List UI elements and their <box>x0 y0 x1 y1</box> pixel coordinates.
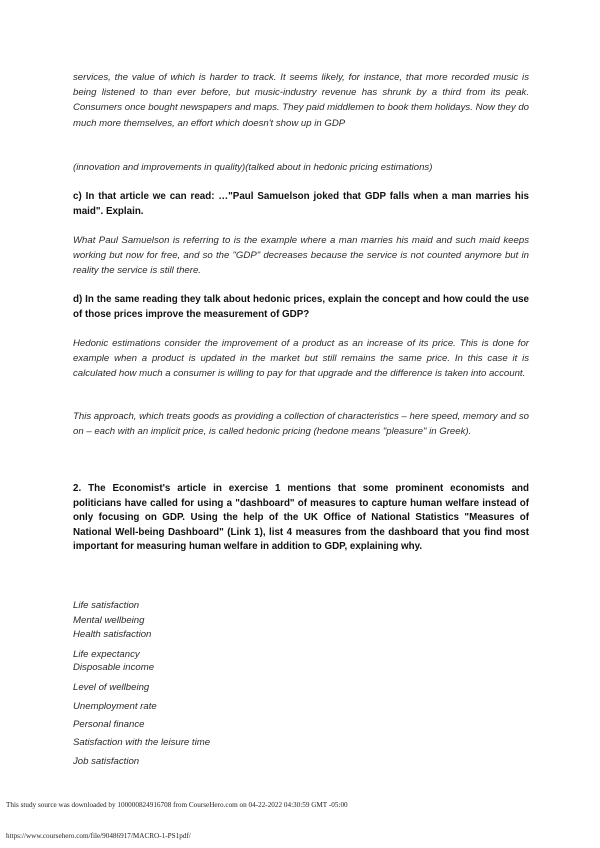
intro-paragraph-block <box>73 70 529 131</box>
question-c-heading: c) In that article we can read: …"Paul Samuelson joked that GDP falls when a man marries his maid". Explain. <box>73 191 529 217</box>
measure-item: Satisfaction with the leisure time <box>73 737 211 748</box>
note-paragraph-block <box>73 160 529 175</box>
measure-item: Health satisfaction <box>73 629 152 640</box>
answer-d1-paragraph: Hedonic estimations consider the improvement of a product as an increase of its price. This is done for example when a product is updated in the market but still remains the same price. In this case it is calculated how much a consumer is willing to pay for that upgrade and the difference is taken into account. <box>73 338 529 380</box>
download-footer-note: This study source was downloaded by 100000824916708 from CourseHero.com on 04-22-2022 04:30:59 GMT -05:00 <box>6 801 348 809</box>
measure-item: Life satisfaction <box>73 600 140 611</box>
question-2-block <box>73 482 529 555</box>
answer-c-paragraph: What Paul Samuelson is referring to is the example where a man marries his maid and such maid keeps working but now for free, and so the "GDP" decreases because the service is not counted anymore but in reality the service is still there. <box>73 235 529 277</box>
measure-item: Unemployment rate <box>73 701 157 712</box>
measure-item: Personal finance <box>73 719 145 730</box>
question-d-block <box>73 293 529 322</box>
measure-item: Mental wellbeing <box>73 615 145 626</box>
source-url-link[interactable]: https://www.coursehero.com/file/90486917/MACRO-1-PS1pdf/ <box>6 832 191 840</box>
answer-d1-block <box>73 336 529 382</box>
measure-item: Job satisfaction <box>73 756 140 767</box>
measure-item: Level of wellbeing <box>73 682 150 693</box>
question-c-block <box>73 190 529 219</box>
answer-c-block <box>73 233 529 279</box>
answer-d2-block <box>73 409 529 439</box>
answer-d2-paragraph: This approach, which treats goods as providing a collection of characteristics – here speed, memory and so on – each with an implicit price, is called hedonic pricing (hedone means "pleasure" in Greek). <box>73 411 529 438</box>
measure-item: Disposable income <box>73 662 155 673</box>
note-paragraph: (innovation and improvements in quality)(talked about in hedonic pricing estimations) <box>73 162 433 173</box>
intro-paragraph: services, the value of which is harder to track. It seems likely, for instance, that more recorded music is being listened to than ever before, but music-industry revenue has shrunk by a third from its peak. Consumers once bought newspapers and maps. They paid middlemen to book them holidays. Now they do much more themselves, an effort which doesn't show up in GDP <box>73 72 529 129</box>
measure-item: Life expectancy <box>73 649 140 660</box>
question-2-heading: 2. The Economist's article in exercise 1 mentions that some prominent economists and politicians have called for using a "dashboard" of measures to capture human welfare instead of only focusing on GDP. Using the help of the UK Office of National Statistics "Measures of National Well-being Dashboard" (Link 1), list 4 measures from the dashboard that you find most important for measuring human welfare in addition to GDP, explaining why. <box>73 483 529 553</box>
question-d-heading: d) In the same reading they talk about hedonic prices, explain the concept and how could the use of those prices improve the measurement of GDP? <box>73 294 529 320</box>
